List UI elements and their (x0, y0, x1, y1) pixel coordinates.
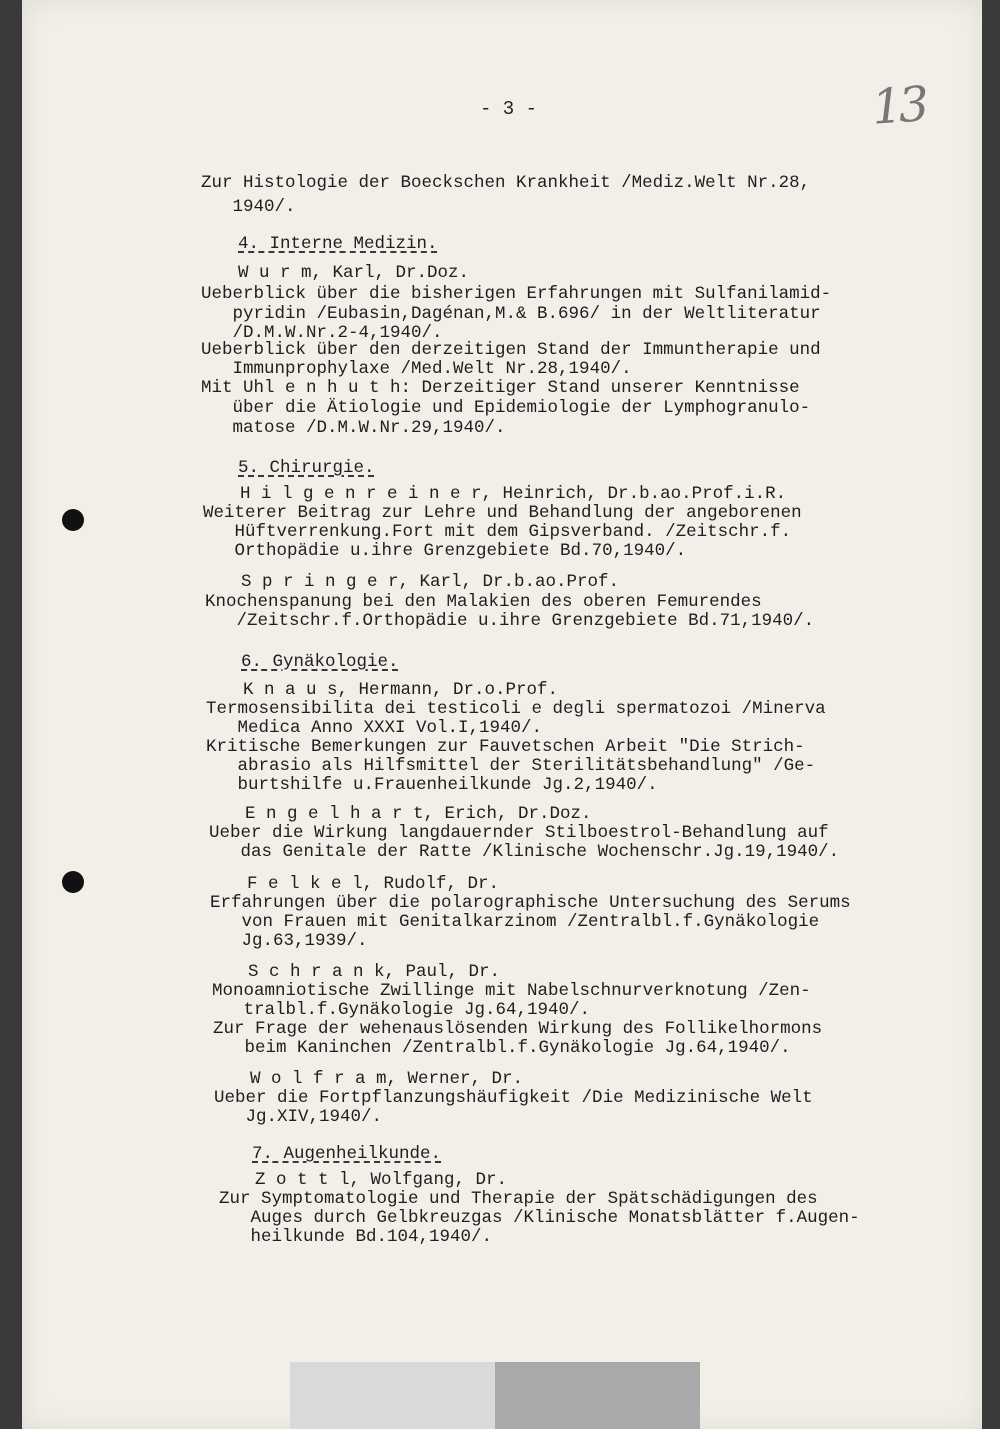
punch-hole-bottom (62, 871, 84, 893)
text-line: S c h r a n k, Paul, Dr. (248, 962, 501, 982)
text-line: Hüftverrenkung.Fort mit dem Gipsverband. /Zeitschr.f. (203, 522, 792, 542)
text-line: Ueberblick über den derzeitigen Stand der Immuntherapie und (201, 340, 821, 360)
text-line: Auges durch Gelbkreuzgas /Klinische Monatsblätter f.Augen- (219, 1208, 860, 1228)
text-line: 1940/. (201, 197, 296, 217)
page-number: - 3 - (480, 98, 538, 120)
text-line: Monoamniotische Zwillinge mit Nabelschnurverknotung /Zen- (212, 981, 811, 1001)
text-line: Orthopädie u.ihre Grenzgebiete Bd.70,1940/. (203, 541, 687, 561)
text-line: von Frauen mit Genitalkarzinom /Zentralbl.f.Gynäkologie (210, 912, 820, 932)
section-heading: 5. Chirurgie. (238, 458, 375, 478)
text-line: E n g e l h a r t, Erich, Dr.Doz. (245, 804, 592, 824)
text-line: matose /D.M.W.Nr.29,1940/. (201, 418, 506, 438)
scan-grayscale-strip-dark (495, 1362, 700, 1429)
text-line: Immunprophylaxe /Med.Welt Nr.28,1940/. (201, 359, 632, 379)
text-line: Medica Anno XXXI Vol.I,1940/. (206, 718, 543, 738)
text-line: F e l k e l, Rudolf, Dr. (247, 874, 500, 894)
punch-hole-top (62, 509, 84, 531)
text-line: heilkunde Bd.104,1940/. (219, 1227, 493, 1247)
text-line: /D.M.W.Nr.2-4,1940/. (201, 323, 443, 343)
text-line: Weiterer Beitrag zur Lehre und Behandlung der angeborenen (203, 503, 802, 523)
text-line: Z o t t l, Wolfgang, Dr. (255, 1170, 508, 1190)
text-line: Jg.63,1939/. (210, 931, 368, 951)
text-line: Kritische Bemerkungen zur Fauvetschen Arbeit "Die Strich- (206, 737, 805, 757)
section-heading: 4. Interne Medizin. (238, 234, 438, 254)
text-line: Termosensibilita dei testicoli e degli spermatozoi /Minerva (206, 699, 826, 719)
text-line: abrasio als Hilfsmittel der Sterilitätsbehandlung" /Ge- (206, 756, 816, 776)
text-line: Mit Uhl e n h u t h: Derzeitiger Stand unserer Kenntnisse (201, 378, 800, 398)
scan-grayscale-strip (290, 1362, 495, 1429)
text-line: /Zeitschr.f.Orthopädie u.ihre Grenzgebiete Bd.71,1940/. (205, 611, 815, 631)
text-line: S p r i n g e r, Karl, Dr.b.ao.Prof. (241, 572, 620, 592)
text-line: W u r m, Karl, Dr.Doz. (238, 263, 470, 283)
text-line: Zur Symptomatologie und Therapie der Spätschädigungen des (219, 1189, 818, 1209)
text-line: über die Ätiologie und Epidemiologie der Lymphogranulo- (201, 398, 811, 418)
section-heading: 6. Gynäkologie. (241, 652, 399, 672)
text-line: pyridin /Eubasin,Dagénan,M.& B.696/ in der Weltliteratur (201, 304, 821, 324)
text-line: Erfahrungen über die polarographische Untersuchung des Serums (210, 893, 851, 913)
text-line: Ueber die Wirkung langdauernder Stilboestrol-Behandlung auf (209, 823, 829, 843)
text-line: Ueber die Fortpflanzungshäufigkeit /Die Medizinische Welt (214, 1088, 813, 1108)
text-line: das Genitale der Ratte /Klinische Wochenschr.Jg.19,1940/. (209, 842, 840, 862)
handwritten-folio-mark: 13 (870, 76, 927, 136)
text-line: Zur Frage der wehenauslösenden Wirkung des Follikelhormons (213, 1019, 823, 1039)
text-line: Ueberblick über die bisherigen Erfahrungen mit Sulfanilamid- (201, 284, 832, 304)
text-line: Jg.XIV,1940/. (214, 1107, 383, 1127)
text-line: beim Kaninchen /Zentralbl.f.Gynäkologie Jg.64,1940/. (213, 1038, 791, 1058)
text-line: Zur Histologie der Boeckschen Krankheit /Mediz.Welt Nr.28, (201, 173, 811, 193)
text-line: W o l f r a m, Werner, Dr. (250, 1069, 524, 1089)
section-heading: 7. Augenheilkunde. (252, 1144, 442, 1164)
text-line: H i l g e n r e i n e r, Heinrich, Dr.b.ao.Prof.i.R. (240, 484, 787, 504)
text-line: Knochenspanung bei den Malakien des oberen Femurendes (205, 592, 762, 612)
text-line: K n a u s, Hermann, Dr.o.Prof. (243, 680, 559, 700)
text-line: burtshilfe u.Frauenheilkunde Jg.2,1940/. (206, 775, 658, 795)
text-line: tralbl.f.Gynäkologie Jg.64,1940/. (212, 1000, 591, 1020)
